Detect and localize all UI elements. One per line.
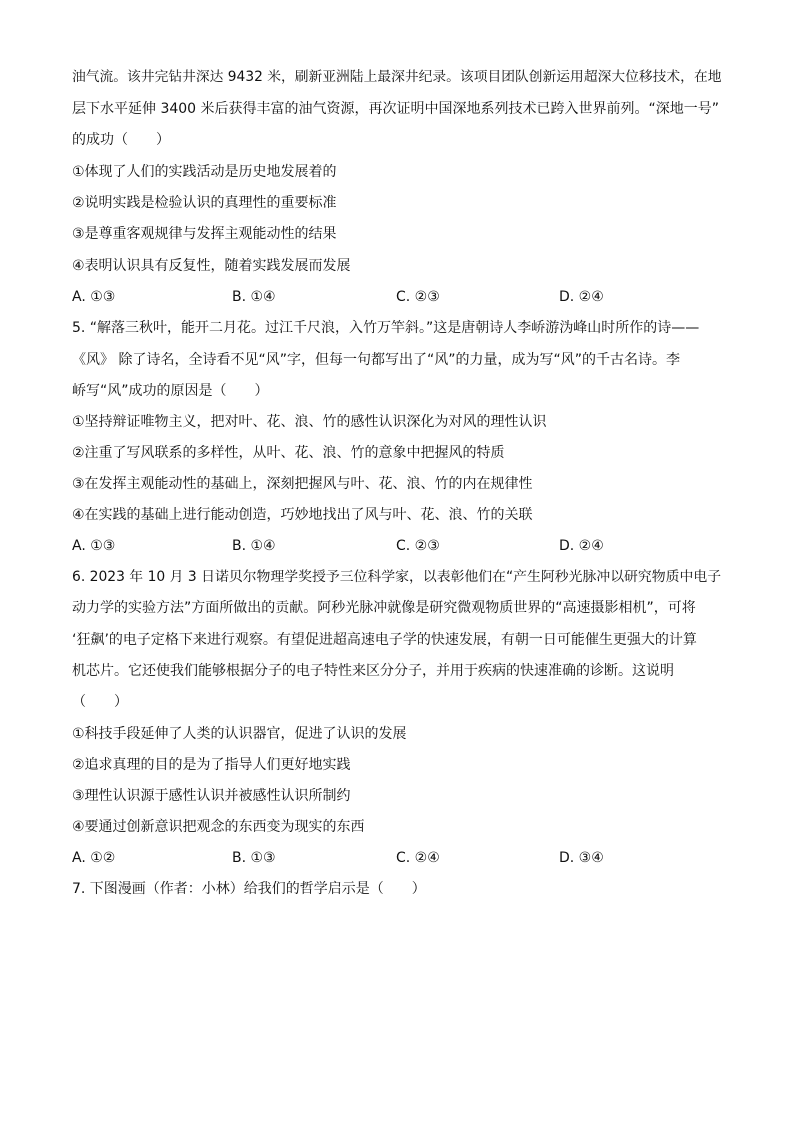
q4-options	[72, 287, 722, 307]
q5-stem-line-2: 《风》 除了诗名，全诗看不见“风”字，但每一句都写出了“风”的力量，成为写“风”的千古名诗。李	[72, 352, 680, 368]
q7-stem-line-1: 7. 下图漫画（作者：小林）给我们的哲学启示是（ ）	[72, 881, 426, 897]
q4-statement-3: ③是尊重客观规律与发挥主观能动性的结果	[72, 226, 337, 242]
q4-statement-4: ④表明认识具有反复性，随着实践发展而发展	[72, 258, 351, 274]
q4-option-d: D. ②④	[559, 289, 604, 305]
q6-option-c: C. ②④	[396, 850, 440, 866]
q6-stem-line-4: 机芯片。它还使我们能够根据分子的电子特性来区分分子，并用于疾病的快速准确的诊断。这说明	[72, 663, 674, 679]
q6-stem-line-3: ‘狂飙’的电子定格下来进行观察。有望促进超高速电子学的快速发展，有朝一日可能催生更强大的计算	[72, 632, 697, 648]
q5-option-d: D. ②④	[559, 538, 604, 554]
q6-option-a: A. ①②	[72, 850, 116, 866]
q4-stem-line-1: 油气流。该井完钻井深达 9432 米，刷新亚洲陆上最深井纪录。该项目团队创新运用超深大位移技术，在地	[72, 69, 722, 85]
q4-option-a: A. ①③	[72, 289, 116, 305]
q5-statement-4: ④在实践的基础上进行能动创造，巧妙地找出了风与叶、花、浪、竹的关联	[72, 507, 533, 523]
q4-statement-1: ①体现了人们的实践活动是历史地发展着的	[72, 164, 337, 180]
q4-option-b: B. ①④	[232, 289, 276, 305]
q6-options	[72, 848, 722, 868]
q5-option-a: A. ①③	[72, 538, 116, 554]
q6-option-b: B. ①③	[232, 850, 276, 866]
q4-stem-line-2: 层下水平延伸 3400 米后获得丰富的油气资源，再次证明中国深地系列技术已跨入世界前列。“深地一号”	[72, 101, 720, 117]
q6-statement-2: ②追求真理的目的是为了指导人们更好地实践	[72, 757, 351, 773]
q5-options	[72, 536, 722, 556]
q4-option-c: C. ②③	[396, 289, 440, 305]
q5-option-c: C. ②③	[396, 538, 440, 554]
q6-statement-4: ④要通过创新意识把观念的东西变为现实的东西	[72, 819, 365, 835]
q6-stem-line-5: （ ）	[72, 694, 128, 710]
q6-statement-3: ③理性认识源于感性认识并被感性认识所制约	[72, 788, 351, 804]
q4-stem-line-3: 的成功（ ）	[72, 132, 170, 148]
q4-statement-2: ②说明实践是检验认识的真理性的重要标准	[72, 195, 337, 211]
q5-stem-line-3: 峤写“风”成功的原因是（ ）	[72, 383, 269, 399]
q6-option-d: D. ③④	[559, 850, 604, 866]
q6-stem-line-2: 动力学的实验方法”方面所做出的贡献。阿秒光脉冲就像是研究微观物质世界的“高速摄影相机”，可将	[72, 600, 696, 616]
q5-statement-1: ①坚持辩证唯物主义，把对叶、花、浪、竹的感性认识深化为对风的理性认识	[72, 414, 547, 430]
q6-stem-line-1: 6. 2023 年 10 月 3 日诺贝尔物理学奖授予三位科学家，以表彰他们在“产生阿秒光脉冲以研究物质中电子	[72, 569, 722, 585]
q5-option-b: B. ①④	[232, 538, 276, 554]
q5-stem-line-1: 5. “解落三秋叶，能开二月花。过江千尺浪，入竹万竿斜。”这是唐朝诗人李峤游沩峰山时所作的诗——	[72, 320, 700, 336]
q5-statement-2: ②注重了写风联系的多样性，从叶、花、浪、竹的意象中把握风的特质	[72, 445, 505, 461]
q6-statement-1: ①科技手段延伸了人类的认识器官，促进了认识的发展	[72, 726, 407, 742]
q5-statement-3: ③在发挥主观能动性的基础上，深刻把握风与叶、花、浪、竹的内在规律性	[72, 476, 533, 492]
